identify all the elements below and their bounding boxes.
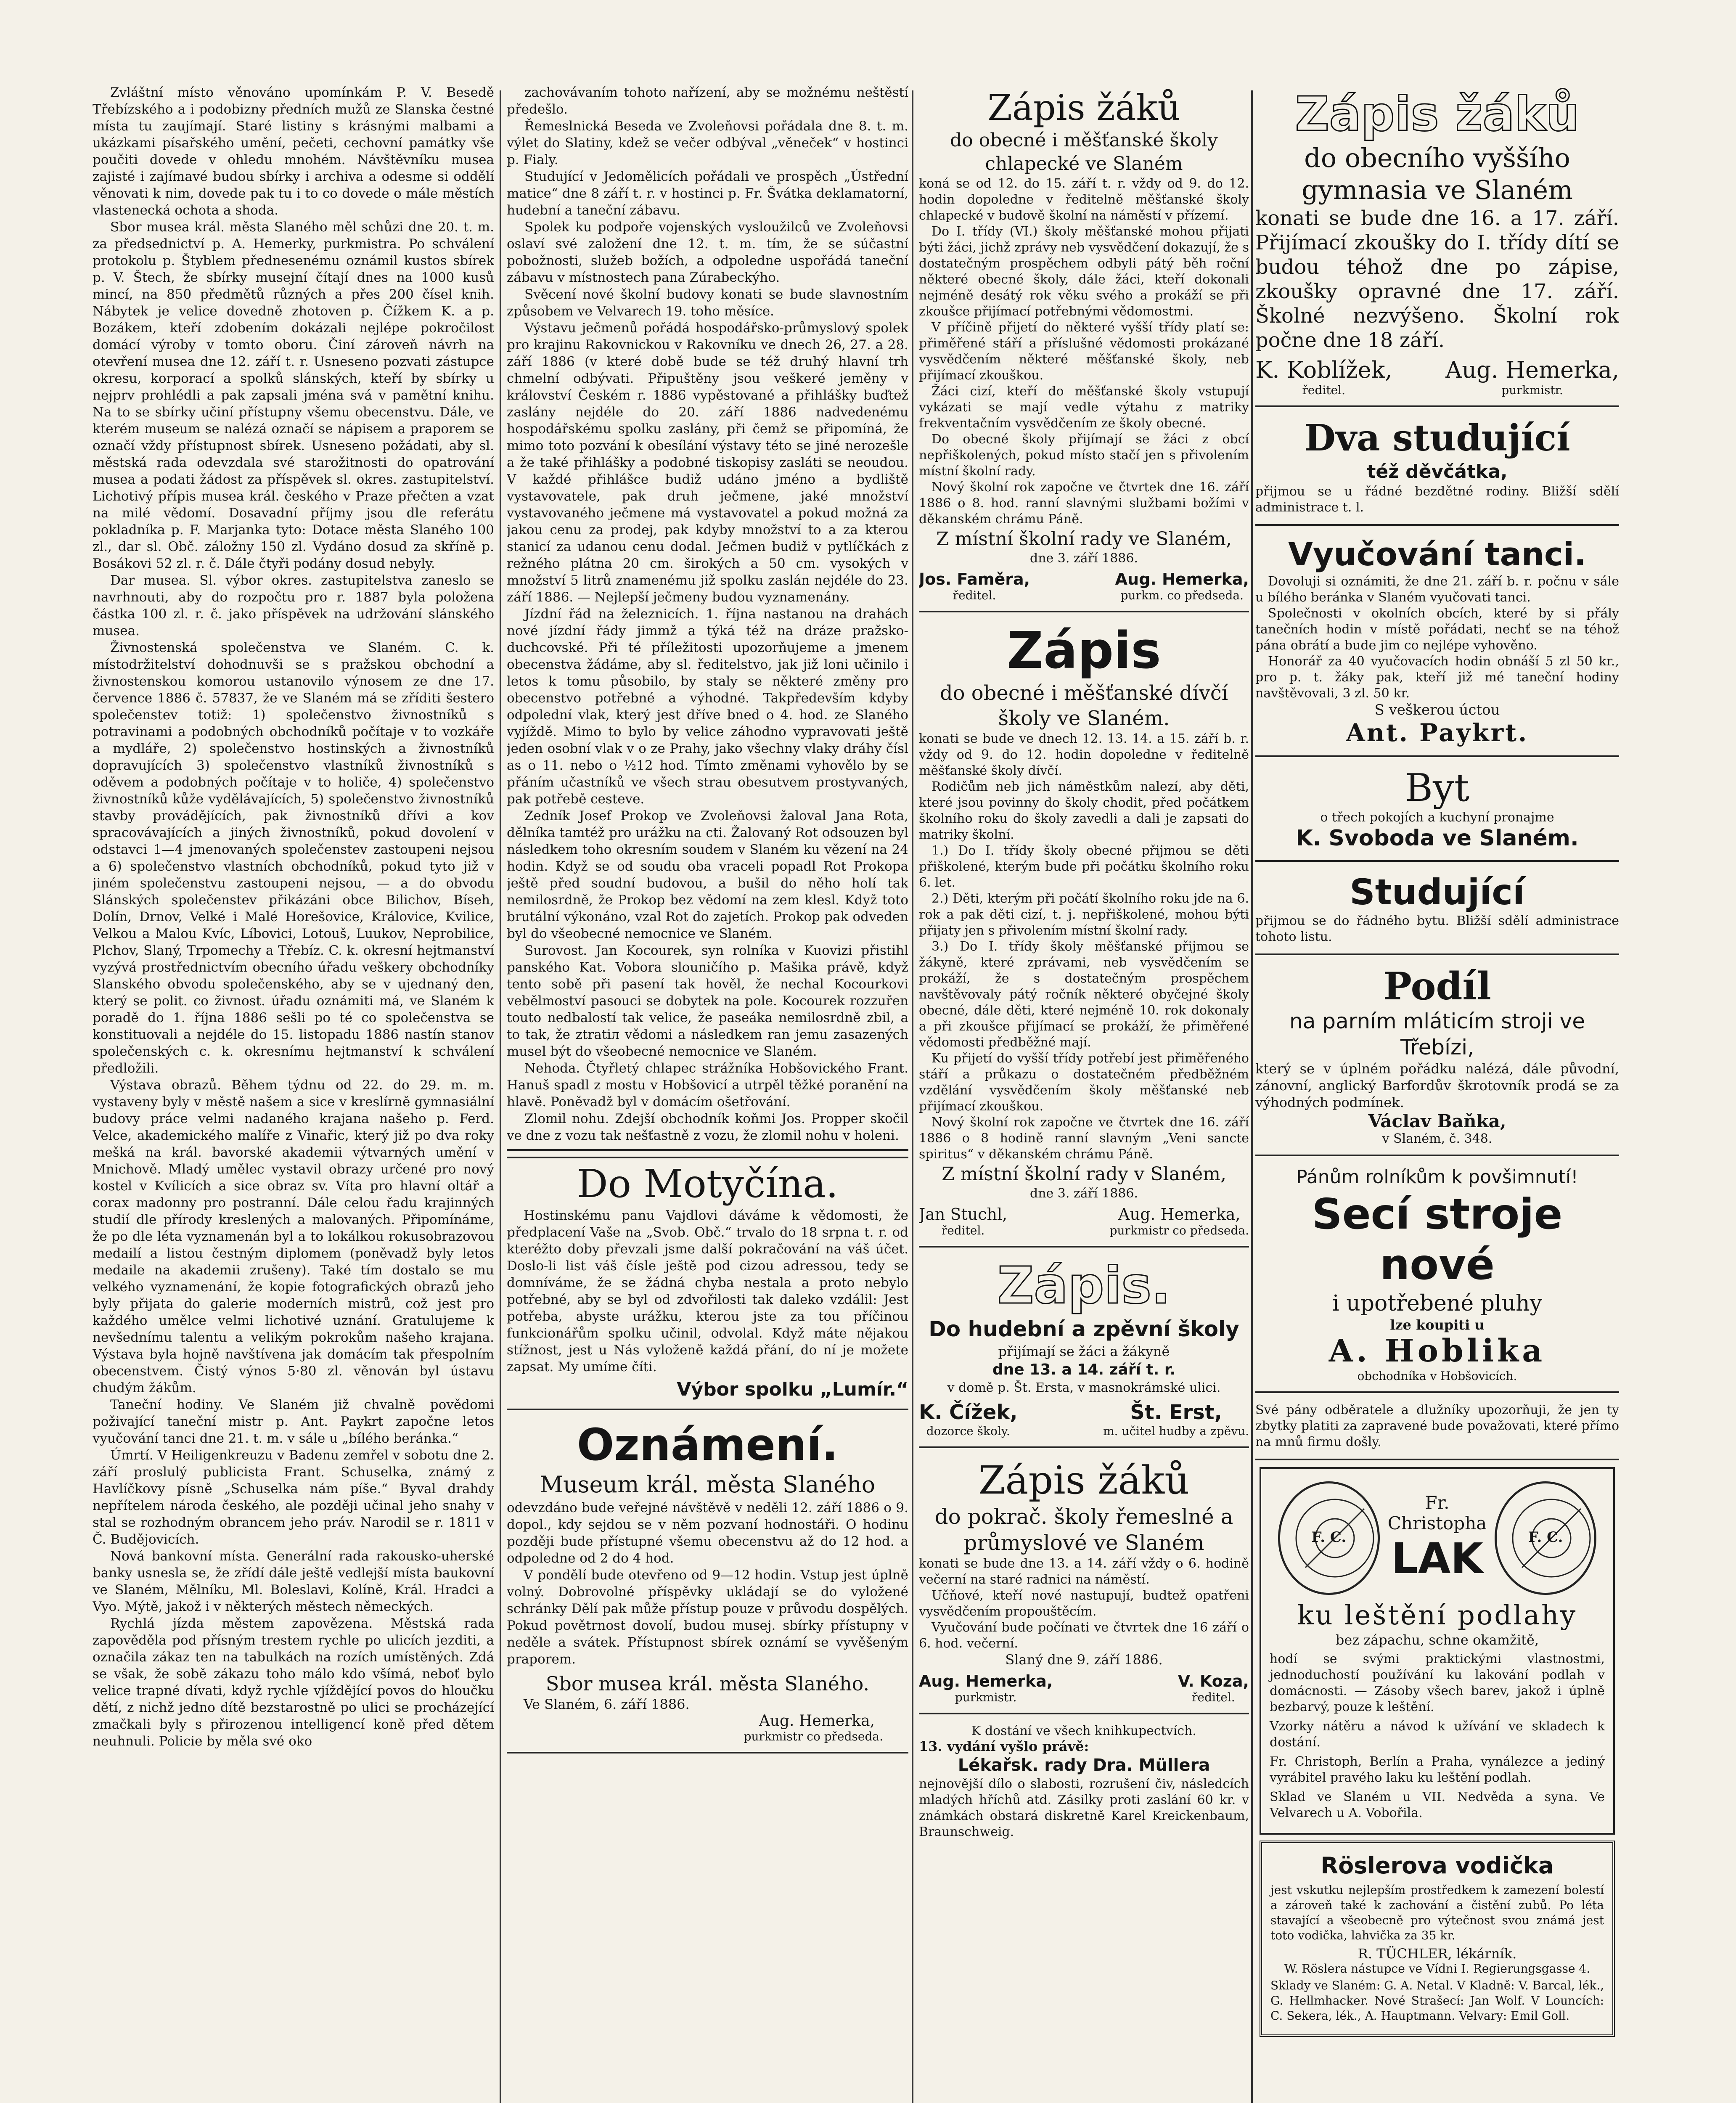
ad-text: 13. vydání vyšlo právě: xyxy=(919,1738,1089,1754)
ad-title: LAK xyxy=(1391,1534,1483,1583)
ad-text: koná se od 12. do 15. září t. r. vždy od 9. do 12. hodin dopoledne v ředitelně měšťanské školy chlapecké v budově školní na náměstí v přízemí. xyxy=(919,176,1249,223)
article: Jízdní řád na železnicích. 1. října nastanou na drahách nové jízdní řády jimmž a týká též na dráze pražsko-duchcovské. Při té příležitosti upozorňujeme a jmenem obecenstva žádáme, aby sl. ředitelstvo, jak již loni učinilo i letos k tomu působilo, by staly se některé změny pro obecenstvo potřebné a výhodné. Takpředevším kdyby odpolední vlak, který jest dříve bned o 4. hod. ze Slaného vyjíždě. Mimo to bylo by velice záhodno vypravovati ještě jeden osobní vlak v o ze Prahy, jako všechny vlaky dráhy čísl as o 11. nebo o ½12 hod. Tímto změnami vyhovělo by se přáním učastníků ve všech strau obesutvem prostyvaných, pak potřebě cesteve. xyxy=(507,607,908,807)
ad-text: hodí se svými praktickými vlastnostmi, jednoduchostí používání ku lakování podlah v domácnosti. — Zásoby všech barev, jakož i úplně bezbarvý, pouze k leštění. xyxy=(1270,1652,1605,1714)
ad-date: Slaný dne 9. září 1886. xyxy=(1005,1652,1163,1668)
ad-body: odevzdáno bude veřejné návštěvě v neděli 12. září 1886 o 9. dopol., kdy sejdou se v něm pozvaní hodnostáři. O hodinu později bude přístupné všemu obecenstvu až do 12 hod. a odpoledne od 2 do 4 hod. xyxy=(507,1500,908,1566)
signer-title: ředitel. xyxy=(1192,1690,1235,1704)
ad-footer: Sbor musea král. města Slaného. xyxy=(545,1672,870,1695)
ad-text: Sklady ve Slaném: G. A. Netal. V Kladně: V. Barcal, lék., G. Hellmhacker. Nové Strašecí: Jan Wolf. V Louncích: C. Sekera, lék., A. Hauptmann. Velvary: Emil Goll. xyxy=(1270,1979,1604,2023)
column-rule xyxy=(500,90,501,2103)
article: Živnostenská společenstva ve Slaném. C. k. místodržitelství dohodnuvši se s pražskou obchodní a živnostenskou komorou ustanovilo výnosem ze dne 17. července 1886 č. 57837, že ve Slaném má se zříditi šestero společenstev totiž: 1) společenstvo živnostníků s potravinami a podobných obchodníků počítaje v to vozkáře a mydláře, 2) společenstvo hostinských a živnostníků dopravujících 3) společenstvo vlastníků živnostníků s oděvem a podobných počítaje v to holiče, 4) společenstvo živnostníků kůže vydělávajících, 5) společenstvo živnostníků stavby provádějících, pak živnostníků dřívi a kov spracovávajících a jiných živnostníků, pokud dovolení v odstavci 1—4 jmenovaných společenstev zastoupeni nejsou a 6) společenstvo vlastních obchodníků, pokud tyto již v jiném společenstvu zastoupeni nejsou, — a do obvodu Slánských společenstev přikázáni obce Bilichov, Bíseh, Dolín, Drnov, Velké i Malé Horešovice, Královice, Kvilice, Velkou a Malou Kvíc, Líbovici, Lotouš, Luukov, Neprobilice, Plchov, Slaný, Trpomechy a Třebíz. C. k. okresní hejtmanství vyzývá prostřednictvím obecního úřadu veškery obchodníky Slanského obvodu společenského, aby se v ujednaný den, který se polit. co živnost. úřadu oznámiti má, ve Slaném k poradě do 1. října 1886 sešli po té co společenstva se konstituovali a nejdéle do 15. listopadu 1886 nastín stanov společenských c. k. okresnímu hejtmanství k schválení předložili. xyxy=(93,640,494,1076)
ad-title: Röslerova vodička xyxy=(1321,1852,1554,1879)
ad-text: Fr. Christoph, Berlín a Praha, vynálezce a jediný vyrábitel pravého laku ku leštění podlah. xyxy=(1270,1754,1605,1785)
ad-subtitle: do obecné i měšťanské dívčí školy ve Slaném. xyxy=(939,681,1228,730)
seal-logo-left xyxy=(1278,1481,1380,1595)
article: Studující v Jedomělicích pořádali ve prospěch „Ústřední matice“ dne 8 září t. r. v hostinci p. Fr. Švátka deklamatorní, hudební a taneční zábavu. xyxy=(507,169,908,218)
ad-name: A. Hoblika xyxy=(1328,1333,1546,1369)
ad-signer-title: purkmistr co předseda. xyxy=(744,1730,883,1743)
column-ads-3 xyxy=(919,84,1249,2103)
ad-title: Zápis xyxy=(1007,622,1161,680)
ad-board: Z místní školní rady ve Slaném, xyxy=(936,528,1232,550)
seal-text: F. C. xyxy=(1311,1529,1347,1546)
signer-title: purkmistr. xyxy=(1501,383,1563,397)
ad-text: Své pány odběratele a dlužníky upozorňuji, že jen ty zbytky platiti za zapravené bude považovati, které přímo na mnů firmu došly. xyxy=(1255,1403,1619,1449)
ad-date: dne 3. září 1886. xyxy=(1029,551,1138,566)
ad-title: Vyučování tanci. xyxy=(1288,535,1586,573)
signer-name: K. Koblížek, xyxy=(1255,357,1392,383)
ad-subtitle: ku leštění podlahy xyxy=(1297,1600,1577,1631)
ad-signatures xyxy=(919,1401,1249,1438)
ad-zapis-hudebni xyxy=(919,1254,1249,1448)
ad-text: Vzorky nátěru a návod k užívání ve skladech k dostání. xyxy=(1270,1719,1605,1750)
ad-motycina xyxy=(507,1157,908,1410)
ad-text: Učňové, kteří nové nastupují, budtež opatřeni vysvědčením propouštěcím. xyxy=(919,1588,1249,1619)
article: Nehoda. Čtyřletý chlapec strážníka Hobšovického Frant. Hanuš spadl z mostu v Hobšovicí a utrpěl těžké poranění na hlavě. Poněvadž byl v domácím ošetřování. xyxy=(507,1061,908,1110)
column-rule xyxy=(1251,90,1253,2103)
ad-date: Ve Slaném, 6. září 1886. xyxy=(524,1696,690,1712)
ad-text: bez zápachu, schne okamžitě, xyxy=(1335,1632,1539,1648)
ad-subheading: Museum král. města Slaného xyxy=(540,1471,876,1498)
signer-name: V. Koza, xyxy=(1178,1672,1249,1690)
ad-subtitle: též děvčátka, xyxy=(1367,461,1508,482)
article: Surovost. Jan Kocourek, syn rolníka v Kuovizi přistihl panského Kat. Vobora slouničího p. Mašika právě, když tento sobě při pasení tak hověl, že nechal Kocourkovi vebělmoství pasouci se dobytek na pole. Kocourek rozzuřen touto nedbalostí tak velice, že paseáka nemilosrdně zbil, a to tak, že ztratiл vědomi a následkem ran jemu zasazených musel být do všeobecné nemocnice ve Slaném. xyxy=(507,943,908,1059)
ad-text: přijímají se žáci a žákyně xyxy=(998,1343,1170,1359)
signer-title: purkm. co předseda. xyxy=(1120,588,1244,602)
signer-title: dozorce školy. xyxy=(926,1424,1010,1438)
ad-text: Nový školní rok započne ve čtvrtek dne 16. září 1886 o 8. hod. ranní slavnými službami božími v děkanském chrámu Páně. xyxy=(919,480,1249,527)
ad-text: R. TÜCHLER, lékárník. xyxy=(1358,1946,1517,1962)
article: Řemeslnická Beseda ve Zvoleňovsi pořádala dne 8. t. m. výlet do Slatiny, kdež se večer odbýval „věneček“ v hostinci p. Fialy. xyxy=(507,119,908,167)
ad-title: Zápis žáků xyxy=(978,1458,1190,1503)
ad-text: V příčině přijetí do některé vyšší třídy platí se: přiměřené stáří a příslušné vědomosti prokázané vysvědčením některé měšťanské školy, neb přijímací zkouškou. xyxy=(919,320,1249,383)
article: Výstava obrazů. Během týdnu od 22. do 29. m. m. vystaveny byly v městě našem a sice v kreslírně gymnasiální budovy práce velmi nadaného krajana našeho p. Ferd. Velce, akademického malíře z Vinařic, který již po dva roky mešká na král. bavorské akademii výtvarných umění v Mnichově. Mladý umělec vystavil obrazy určené pro nový kostel v Kvílicích a sice obraz sv. Víta pro hlavní oltář a corax madonny pro postranní. Dále celou řadu krajinných studií dle přírody kreslených a malovaných. Připomínáme, že po dle léta vyznamenán byl a to lokálkou rokusobrazovou medailí a listou čestným diplomem (poněvadž byly letos medaile na akademii zrušeny). Také tím dostalo se mu velkého vyznamenání, že kopie fotografických obrazů jeho byly přijata do galerie moderních mistrů, což jest pro každého umělce velmi lichotivé uznání. Gratulujeme k nevšednímu talentu a velikým pokrokům našeho krajana. Výstava byla hojně navštívena jak domácím tak přespolním obecenstvem. Čistý výnos 5·80 zl. věnován byl ústavu chudým žákům. xyxy=(93,1078,494,1396)
ad-dva-studujici xyxy=(1255,414,1619,526)
ad-subtitle: do obecního vyššího gymnasia ve Slaném xyxy=(1302,143,1573,205)
ad-oznameni xyxy=(507,1417,908,1753)
ad-text: Honorář za 40 vyučovacích hodin obnáší 5 zl 50 kr., pro p. t. žáky pak, kteří již mé taneční hodiny navštěvovali, 3 zl. 50 kr. xyxy=(1255,654,1619,701)
ad-text: Společnosti v okolních obcích, které by si přály tanečních hodin v místě pořádati, nechť se na téhož pána obrátí a bude jim co nejlépe vyhověno. xyxy=(1255,606,1619,653)
signer-name: Jan Stuchl, xyxy=(919,1205,1008,1224)
ad-text: jest vskutku nejlepším prostředkem k zamezení bolestí a zároveň také k zachování a čistění zubů. Po léta stavající a všeobecně pro výtečnost svou známá jest toto vodička, lahvička za 35 kr. xyxy=(1270,1883,1604,1942)
ad-text: 2.) Děti, kterým při počátí školního roku jde na 6. rok a pak děti cizí, t. j. nepřiškolené, mohou býti přijaty jen s přivolením místní školní rady. xyxy=(919,891,1249,938)
ad-seci-stroje xyxy=(1255,1163,1619,1393)
signer-title: purkmistr co předseda. xyxy=(1109,1224,1249,1237)
ad-zapis-pokracovaci xyxy=(919,1455,1249,1714)
ad-text: 3.) Do I. třídy školy měšťanské přijmou se žákyně, které zprávami, neb vysvědčením se prokáží, že s dostatečným prospěchem navštěvovaly pátý ročník některé obyčejné školy obecné, dále děti, které nejméně 10. rok dokonaly a při zkoušce přijímací se prokáží, že přiměřené vědomosti předběžné mají. xyxy=(919,939,1249,1050)
ad-text: konati se bude dne 16. a 17. září. Přijímací zkoušky do I. třídy dítí se budou téhož dne po zápise, zkoušky opravné dne 17. září. Školné nezvýšeno. Školní rok počne dne 18 září. xyxy=(1255,207,1619,352)
ad-title: Podíl xyxy=(1383,964,1491,1009)
ad-zapis-chlapecka xyxy=(919,84,1249,612)
ad-title: Secí stroje nové xyxy=(1312,1189,1563,1289)
ad-text: Rodičům neb jich náměstkům nalezí, aby děti, které jsou povinny do školy chodit, před počátkem školního roku do školy zavedli a dali je zapsati do matriky školní. xyxy=(919,779,1249,842)
ad-name: K. Svoboda ve Slaném. xyxy=(1296,826,1579,851)
ad-body: V pondělí bude otevřeno od 9—12 hodin. Vstup jest úplně volný. Dobrovolné příspěvky ukládají se do vyložené schránky Dělí pak může přístup pouze v průvodu dospělých. Pokud povětrnost dovolí, budou musej. sbírky přístupny v neděle a svátek. Přístupnost sbírek oznámí se vyvěšeným praporem. xyxy=(507,1568,908,1667)
ad-text: lze koupiti u xyxy=(1390,1317,1485,1333)
ad-podil xyxy=(1255,962,1619,1156)
signer-name: Aug. Hemerka, xyxy=(1115,570,1249,588)
article: Výstavu ječmenů pořádá hospodářsko-průmyslový spolek pro krajinu Rakovnickou v Rakovníku ve dnech 26, 27. a 28. září 1886 (v které době bude se též druhý hlavní trh chmelní odbývati. Připuštěny jsou veškeré jeměny v království Českém r. 1886 vypěstované a přihlášky buďtež zaslány nejdéle do 20. září 1886 nadvedenému hospodářskému spolku zaslány, při čemž se připomíná, že mimo toto pozvání k obesílání výstavy této se jiné nerozešle a že také přihlášky a podobné tiskopisy zasláti se neoudou. V každé přihlášce budiž udáno jméno a bydliště vystavovatele, pak druh ječmene, jaké množství vystavovaného ječmene má vystavovatel a pokud možná za jakou cenu za prodej, pak kdyby množství to a za kterou stanicí za udanou cenu dodal. Ječmen budiž v pytlíčkách z režného plátna 20 cm. širokých a 50 cm. vysokých v množství 5 litrů znamenému již spolku zaslán nejdéle do 23. září 1886. — Nejlepší ječmeny budou vyznamenány. xyxy=(507,320,908,605)
ad-text: Sklad ve Slaném u VII. Nedvěda a syna. Ve Velvarech u A. Vobořila. xyxy=(1270,1790,1605,1820)
ad-text: konati se bude dne 13. a 14. září vždy o 6. hodině večerní na staré radnici na náměstí. xyxy=(919,1556,1249,1587)
signer-name: K. Čížek, xyxy=(919,1401,1018,1424)
ad-text: K dostání ve všech knihkupectvích. xyxy=(971,1724,1196,1738)
ad-text: v domě p. Št. Ersta, v masnokrámské ulici. xyxy=(947,1380,1221,1395)
ad-signatures xyxy=(919,570,1249,602)
signer-title: m. učitel hudby a zpěvu. xyxy=(1103,1424,1249,1438)
ad-text: v Slaném, č. 348. xyxy=(1382,1131,1493,1146)
signer-name: Št. Erst, xyxy=(1130,1401,1222,1424)
ad-subtitle: na parním mláticím stroji ve Třebízi, xyxy=(1289,1009,1585,1059)
signer-name: Aug. Hemerka, xyxy=(1445,357,1619,383)
ad-upozorneni xyxy=(1255,1400,1619,1460)
ad-heading: Oznámení. xyxy=(577,1419,839,1470)
ad-signatures xyxy=(919,1205,1249,1237)
ad-text: Žáci cizí, kteří do měšťanské školy vstupují vykázati se mají vedle výtahu z matriky frekventačním vysvědčením ze školy obecné. xyxy=(919,384,1249,431)
column-rule xyxy=(912,90,913,2103)
ad-text: S veškerou úctou xyxy=(1374,702,1500,718)
ad-text: konati se bude ve dnech 12. 13. 14. a 15. září b. r. vždy od 9. do 12. hodin dopoledne v ředitelně měšťanské školy dívčí. xyxy=(919,731,1249,778)
ad-byt xyxy=(1255,764,1619,862)
ad-title: Dva studující xyxy=(1304,417,1570,459)
ad-text: přijmou se do řádného bytu. Bližší sdělí administrace tohoto listu. xyxy=(1255,914,1619,944)
ad-subtitle: do pokrač. školy řemeslné a průmyslové ve Slaném xyxy=(934,1504,1233,1555)
signer-name: Aug. Hemerka, xyxy=(1118,1205,1241,1224)
ad-title: Studující xyxy=(1350,871,1525,913)
ad-date: dne 3. září 1886. xyxy=(1029,1186,1138,1201)
ad-title: Zápis žáků xyxy=(1295,87,1580,142)
ad-signature: Výbor spolku „Lumír.“ xyxy=(677,1379,908,1400)
article: Dar musea. Sl. výbor okres. zastupitelstva zaneslo se navrhnouti, aby do rozpočtu pro r. 1887 byla položena částka 100 zl. r. č. jako příspěvek na udržování slánského musea. xyxy=(93,573,494,638)
ad-text: Dovoluji si oznámiti, že dne 21. září b. r. počnu v sále u bílého beránka v Slaném vyučovati tanci. xyxy=(1255,574,1619,605)
ad-name: Václav Baňka, xyxy=(1368,1111,1506,1131)
column-news-1 xyxy=(93,84,494,2103)
ad-title: Zápis žáků xyxy=(987,87,1180,128)
article: Úmrtí. V Heiligenkreuzu v Badenu zemřel v sobotu dne 2. září proslulý publicista Frant. Schuselka, známý z Havlíčkovy písně „Schuselka nám píše.“ Byval drahdy nepřítelem národa českého, ale později učinal jeho snahy v stal se rozhodným obrancem jeho práv. Narodil se r. 1811 v Č. Budějovicích. xyxy=(93,1448,494,1547)
ad-zapis-divci xyxy=(919,619,1249,1247)
ad-text: Ku přijetí do vyšší třídy potřebí jest přiměřeného stáří a průkazu o dostatečném předběžném vzdělání vysvědčením školy měšťanské neb přijímací zkouškou. xyxy=(919,1051,1249,1114)
signer-title: ředitel. xyxy=(1302,383,1345,397)
ad-text: Do obecné školy přijímají se žáci z obcí nepřiškolených, pokud místo stačí jen s přivolením místní školní rady. xyxy=(919,432,1249,479)
ad-text: který se v úplném pořádku nalézá, dále původní, zánovní, anglický Barfordův škrotovník prodá se za výhodných podmínek. xyxy=(1255,1061,1619,1110)
ad-rosler xyxy=(1260,1841,1615,2037)
signer-title: ředitel. xyxy=(953,588,996,602)
ad-line: Pánům rolníkům k povšimnutí! xyxy=(1296,1166,1578,1188)
article: Svěcení nové školní budovy konati se bude slavnostním způsobem ve Velvarech 19. toho měsíce. xyxy=(507,287,908,319)
ad-body: Hostinskému panu Vajdlovi dáváme k vědomosti, že předplacení Vaše na „Svob. Obč.“ trvalo do 18 srpna t. r. od kteréžto doby převzali jsme další pokračování na váš účet. Doslo-li list váš čísle ještě pod cizou adressou, tedy se domníváme, že se žádná chyba nestala a proto nebylo potřebné, aby se byl od zdvořilosti tak daleko vzdálil: Jest potřeba, abyste urážku, kterou jste za tou příčinou funkcionářům spolku učinil, odvolal. Když máte nějakou stížnost, jest u Nás vyloženě každá přání, do ní je možete zapsat. My umíme číti. xyxy=(507,1208,908,1375)
ad-studujici xyxy=(1255,869,1619,955)
ad-text: o třech pokojích a kuchyní pronajme xyxy=(1320,810,1554,825)
ad-board: Z místní školní rady v Slaném, xyxy=(942,1163,1226,1185)
article: Nová bankovní místa. Generální rada rakousko-uherské banky usnesla se, že zřídí dále ještě vedlejší místa baukovní ve Slaném, Mělníku, Ml. Boleslavi, Kolíně, Král. Hradci a Vyo. Mýtě, jakož i v některých městech německých. xyxy=(93,1549,494,1614)
ad-text: dne 13. a 14. září t. r. xyxy=(992,1361,1176,1378)
ad-text: přijmou se u řádné bezdětné rodiny. Bližší sdělí administrace t. l. xyxy=(1255,484,1619,515)
ad-muller xyxy=(919,1721,1249,1849)
ad-subtitle: Do hudební a zpěvní školy xyxy=(929,1317,1239,1341)
column-news-2 xyxy=(507,84,908,2103)
ad-name: Ant. Paykrt. xyxy=(1346,718,1529,747)
ad-heading: Do Motyčína. xyxy=(577,1161,839,1206)
ad-title: Lékařsk. rady Dra. Müllera xyxy=(958,1756,1210,1775)
article: Spolek ku podpoře vojenských vysloužilců ve Zvoleňovsi oslaví své založení dne 12. t. m. tím, že se súčastní pobožnosti, služeb božích, a odpoledne uspořádá taneční zábavu v místnostech pana Zúrabeckýho. xyxy=(507,220,908,285)
signer-name: Aug. Hemerka, xyxy=(919,1672,1053,1690)
ad-vyucovani-tanci xyxy=(1255,532,1619,757)
ad-title: Zápis. xyxy=(997,1257,1171,1315)
ad-brand: Fr. Christopha xyxy=(1387,1492,1487,1534)
ad-text: nejnovější dílo o slabosti, rozrušení čiv, následcích mladých hříchů atd. Zásilky proti zaslání 60 kr. v známkách obstará diskretně Karel Kreickenbaum, Braunschweig. xyxy=(919,1777,1249,1839)
ad-text: Vyučování bude počínati ve čtvrtek dne 16 září o 6. hod. večerní. xyxy=(919,1620,1249,1651)
article: Sbor musea král. města Slaného měl schůzi dne 20. t. m. za předsednictví p. A. Hemerky, purkmistra. Po schválení protokolu p. Štyblem přednesenému oznámil kustos sbírek p. V. Štech, že sbírky musejní čítají dnes na 1000 kusů mincí, na 850 předmětů různých a přes 200 čísel knih. Nábytek je velice dovedně zhotoven p. Čížkem K. a p. Bozákem, kteří zdobením dokázali nejlépe pokročilost domácí výroby v tomto oboru. Činí zároveň návrh na otevření musea dne 12. září t. r. Usneseno pozvati zástupce okresu, korporací a spolků slánských, kteří by sbírky u nejprv prohlédli a pak zapsali jména svá v pamětní knihu. Na to se sbírky učiní přístupny všemu obecenstvu. Dále, ve kterém museum se nalézá označí se nápisem a praporem se označí vždy přístupnost sbírek. Usneseno požádati, aby sl. městská rada odevzdala své starožitnosti do opatrování musea a podati žádost za příspěvek sl. okres. zastupitelství. Lichotivý přípis musea král. českého v Praze přečten a vzat na milé vědomí. Dosavadní příjmy jsou dle referátu pokladníka p. F. Marjanka tyto: Dotace města Slaného 100 zl., dar sl. Obč. záložny 150 zl. Vydáno dosud za skříně p. Bosákovi 52 zl. r. č. Dále čtyři podány dosud nebyly. xyxy=(93,220,494,571)
ad-signatures xyxy=(919,1672,1249,1704)
article: Zvláštní místo věnováno upomínkám P. V. Besedě Třebízského a i podobizny předních mužů ze Slanska čestné místa tu zaujímají. Staré listiny s krásnými malbami a ukázkami písařského umění, pečeti, cechovní památky vše poučiti dovede v ohledu mnohém. Návštěvníku musea zajisté i zajímavé budou sbírky i archiva a odesme si oddělí věnovati k nim, dovede pak tu i to co dovede o mále městích vlastenecká ochota a shoda. xyxy=(93,85,494,218)
ad-christoph-lak xyxy=(1260,1467,1615,1835)
ad-text: W. Röslera nástupce ve Vídni I. Regierungsgasse 4. xyxy=(1284,1962,1590,1976)
ad-title: Byt xyxy=(1405,766,1470,810)
signer-title: purkmistr. xyxy=(955,1690,1017,1704)
ad-subtitle: i upotřebené pluhy xyxy=(1332,1291,1542,1316)
logo-row xyxy=(1278,1481,1596,1595)
ad-subtitle: do obecné i měšťanské školy chlapecké ve Slaném xyxy=(950,130,1218,175)
ad-gymnasium xyxy=(1255,84,1619,407)
column-ads-4 xyxy=(1255,84,1619,2103)
ad-text: 1.) Do I. třídy školy obecné přijmou se děti přiškolené, kterým bude při počátku školního roku 6. let. xyxy=(919,843,1249,890)
article: zachovávaním tohoto nařízení, aby se možnému neštěstí předešlo. xyxy=(507,85,908,117)
ad-signer: Aug. Hemerka, xyxy=(759,1712,875,1730)
article: Taneční hodiny. Ve Slaném již chvalně povědomi poživající taneční mistr p. Ant. Paykrt započne letos vyučování tanci dne 21. t. m. v sále u „bílého beránka.“ xyxy=(93,1397,494,1446)
signer-name: Jos. Faměra, xyxy=(919,570,1030,588)
article: Zedník Josef Prokop ve Zvoleňovsi žaloval Jana Rota, dělníka tamtéž pro urážku na cti. Žalovaný Rot odsouzen byl následkem toho okresním soudem v Slaném ku vězení na 24 hodin. Když se od soudu oba vraceli popadl Rot Prokopa ještě před soudní budovou, a bušil do něho holí tak nemilosrdně, že Prokop bez vědomí na zem klesl. Když toto brutální výkonáno, vzal Rot do zajetích. Prokop pak odveden byl do všeobecné nemocnice ve Slaném. xyxy=(507,808,908,941)
ad-text: obchodníka v Hobšovicích. xyxy=(1357,1369,1517,1383)
ad-text: Do I. třídy (VI.) školy měšťanské mohou přijati býti žáci, jichž zprávy neb vysvědčení dokazují, že s dostatečným prospěchem odbyli pátý běh roční některé obecné školy, dále žáci, kteří dokonali nejméně desátý rok věku svého a prokáží se při zkoušce přijímací potřebnými vědomostmi. xyxy=(919,224,1249,319)
seal-text: F. C. xyxy=(1528,1529,1563,1546)
seal-logo-right xyxy=(1495,1481,1596,1595)
article: Rychlá jízda městem zapovězena. Městská rada zapověděla pod přísným trestem rychle po ulicích jezditi, a označila zákaz ten na tabulkách na rozích umístěných. Zdá se však, že sobě zákazu toho málo kdo všímá, neboť bylo velice trapné dívati, když rychle vjíždějící povos do hloučku dětí, z nichž jedno dítě bezstarostně po ulici se procházející zmačkali byly s přirozenou intelligencí koně před dětem neuhnuli. Policie by měla své oko xyxy=(93,1616,494,1749)
ad-text: Nový školní rok započne ve čtvrtek dne 16. září 1886 o 8 hodině ranní slavným „Veni sancte spiritus“ v děkanském chrámu Páně. xyxy=(919,1115,1249,1162)
article: Zlomil nohu. Zdejší obchodník koňmi Jos. Propper skočil ve dne z vozu tak nešťastně z vozu, že zlomil nohu v holeni. xyxy=(507,1110,908,1151)
ad-signatures xyxy=(1255,357,1619,397)
signer-title: ředitel. xyxy=(941,1224,985,1237)
